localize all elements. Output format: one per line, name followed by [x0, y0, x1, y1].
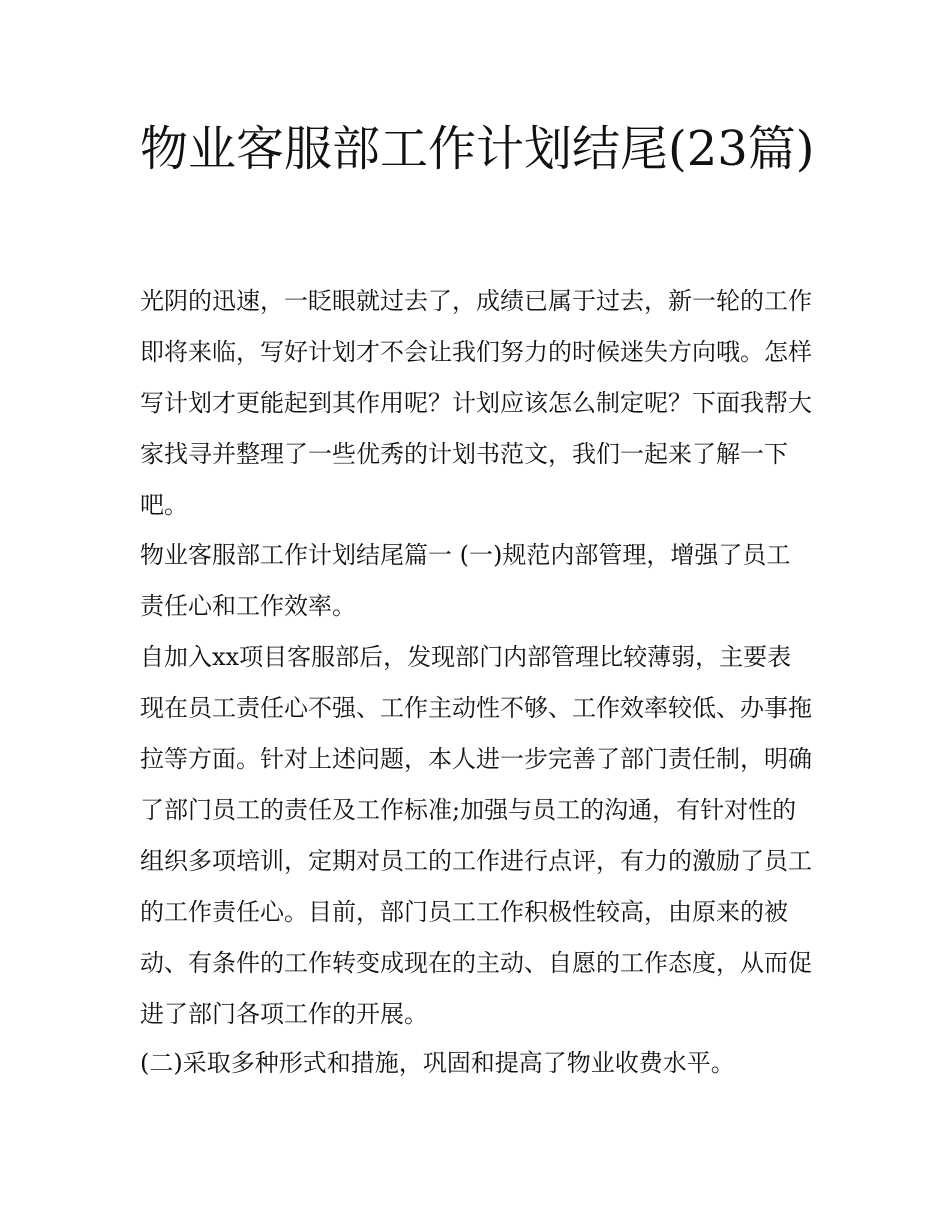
section-one-heading-paragraph: 物业客服部工作计划结尾篇一 (一)规范内部管理，增强了员工责任心和工作效率。	[140, 541, 791, 620]
section-one-body-paragraph: 自加入xx项目客服部后，发现部门内部管理比较薄弱，主要表现在员工责任心不强、工作主动性不够、工作效率较低、办事拖拉等方面。针对上述问题，本人进一步完善了部门责任制，明确了部门员工的责任及工作标准;加强与员工的沟通，有针对性的组织多项培训，定期对员工的工作进行点评，有力的激励了员工的工作责任心。目前，部门员工工作积极性较高，由原来的被动、有条件的工作转变成现在的主动、自愿的工作态度，从而促进了部门各项工作的开展。	[140, 643, 812, 1028]
document-title: 物业客服部工作计划结尾(23篇)	[140, 121, 815, 177]
intro-paragraph: 光阴的迅速，一眨眼就过去了，成绩已属于过去，新一轮的工作即将来临，写好计划才不会让我们努力的时候迷失方向哦。怎样写计划才更能起到其作用呢？计划应该怎么制定呢？下面我帮大家找寻并整理了一些优秀的计划书范文，我们一起来了解一下吧。	[140, 287, 812, 519]
section-two-heading-paragraph: (二)采取多种形式和措施，巩固和提高了物业收费水平。	[140, 1049, 735, 1077]
